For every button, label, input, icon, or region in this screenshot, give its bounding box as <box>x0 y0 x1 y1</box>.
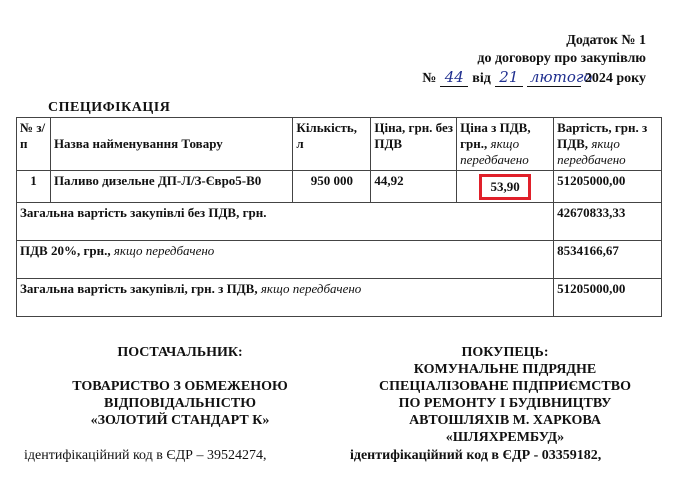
item-total: 51205000,00 <box>554 171 662 203</box>
summary-label-bold: Загальна вартість закупівлі без ПДВ, грн. <box>20 205 267 220</box>
buyer-name-line3: ПО РЕМОНТУ І БУДІВНИЦТВУ <box>398 396 612 411</box>
table-header-row <box>17 118 662 171</box>
summary-label-italic: якщо передбачено <box>113 243 215 258</box>
summary-label <box>17 241 554 279</box>
buyer-name-line4: АВТОШЛЯХІВ М. ХАРКОВА <box>409 413 601 428</box>
header-total <box>554 118 662 171</box>
highlighted-price-vat: 53,90 <box>479 174 530 200</box>
header-price-vat-italic: якщо передбачено <box>460 136 529 167</box>
summary-label <box>17 279 554 317</box>
item-num: 1 <box>17 171 51 203</box>
appendix-number: Додаток № 1 <box>566 33 646 48</box>
summary-value: 8534166,67 <box>554 241 662 279</box>
header-price-vat <box>457 118 554 171</box>
specification-title: СПЕЦИФІКАЦІЯ <box>48 100 171 115</box>
summary-row <box>17 241 662 279</box>
summary-label-bold: Загальна вартість закупівлі, грн. з ПДВ, <box>20 281 258 296</box>
supplier-name-line1: ТОВАРИСТВО З ОБМЕЖЕНОЮ <box>72 379 288 394</box>
buyer-name-line5: «ШЛЯХРЕМБУД» <box>445 430 565 445</box>
header-price-no-vat: Ціна, грн. без ПДВ <box>371 118 457 171</box>
header-price-vat-bold: Ціна з ПДВ, грн., <box>460 120 531 151</box>
handwritten-month: лютого <box>527 68 581 87</box>
header-num: № з/п <box>17 118 51 171</box>
supplier-edr-code: ідентифікаційний код в ЄДР – 39524274, <box>24 448 267 463</box>
header-total-bold: Вартість, грн. з ПДВ, <box>557 120 648 151</box>
contract-reference: до договору про закупівлю <box>477 51 646 66</box>
number-sign: № <box>422 71 437 86</box>
summary-value: 42670833,33 <box>554 203 662 241</box>
header-name: Назва найменування Товару <box>50 118 292 171</box>
buyer-name-line2: СПЕЦІАЛІЗОВАНЕ ПІДПРИЄМСТВО <box>379 379 631 394</box>
summary-label <box>17 203 554 241</box>
supplier-role: ПОСТАЧАЛЬНИК: <box>117 345 243 360</box>
appendix-header <box>422 32 646 88</box>
handwritten-day: 21 <box>495 68 523 87</box>
supplier-name-line3: «ЗОЛОТИЙ СТАНДАРТ К» <box>90 413 270 428</box>
item-price-vat-cell <box>457 171 554 203</box>
buyer-role: ПОКУПЕЦЬ: <box>461 345 549 360</box>
contract-number-date <box>422 68 646 88</box>
summary-row <box>17 203 662 241</box>
from-label: від <box>472 71 491 86</box>
item-qty: 950 000 <box>293 171 371 203</box>
handwritten-number: 44 <box>440 68 468 87</box>
item-name: Паливо дизельне ДП-Л/З-Євро5-В0 <box>50 171 292 203</box>
buyer-block <box>355 344 655 446</box>
buyer-edr-code: ідентифікаційний код в ЄДР - 03359182, <box>350 448 602 463</box>
header-total-italic: якщо передбачено <box>557 136 626 167</box>
item-price-no-vat: 44,92 <box>371 171 457 203</box>
table-row <box>17 171 662 203</box>
summary-value: 51205000,00 <box>554 279 662 317</box>
supplier-block <box>40 344 320 429</box>
supplier-name-line2: ВІДПОВІДАЛЬНІСТЮ <box>104 396 256 411</box>
specification-table <box>16 117 662 317</box>
summary-label-bold: ПДВ 20%, грн., <box>20 243 111 258</box>
year-label: 2024 року <box>584 71 646 86</box>
summary-label-italic: якщо передбачено <box>260 281 362 296</box>
header-qty: Кількість, л <box>293 118 371 171</box>
summary-row <box>17 279 662 317</box>
buyer-name-line1: КОМУНАЛЬНЕ ПІДРЯДНЕ <box>413 362 597 377</box>
